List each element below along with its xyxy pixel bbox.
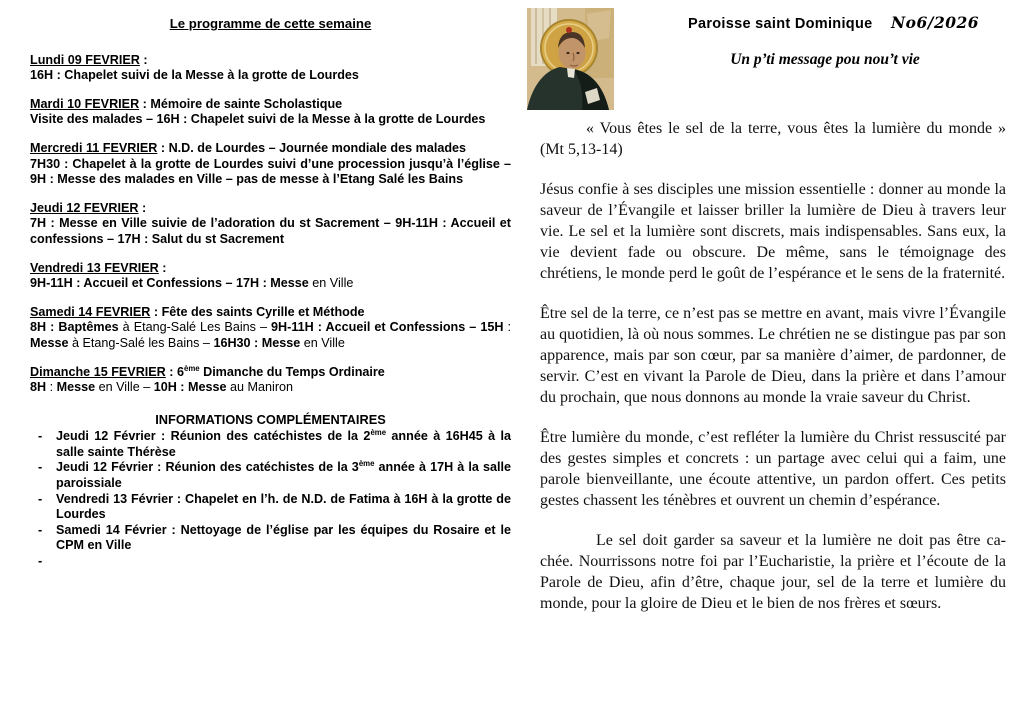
info-text [56, 554, 511, 570]
day-heading: Jeudi 12 FEVRIER : [30, 200, 147, 215]
day-heading: Dimanche 15 FEVRIER : 6ème Dimanche du Temps Ordinaire [30, 363, 385, 379]
info-text: Jeudi 12 Février : Réunion des catéchistes de la 3ème année à 17H à la salle paroissiale [56, 459, 511, 491]
body-paragraph: Être sel de la terre, ce n’est pas se mettre en avant, mais vivre l’Évangile au quotidien, là où nous sommes. Le chrétien ne se distingue pas par son apparence, mais par son cœur, par sa manière d’aimer, de pardonner, de servir. C’est en vivant la Parole de Dieu, dans la prière et dans l’amour du prochain, que nous donnons au monde la vraie saveur du Christ. [540, 305, 1006, 406]
info-item [30, 492, 511, 523]
body-paragraph: « Vous êtes le sel de la terre, vous êtes la lumière du monde » (Mt 5,13-14) [540, 120, 1006, 158]
day-block [30, 141, 511, 188]
info-title: INFORMATIONS COMPLÉMENTAIRES [155, 411, 386, 427]
day-block [30, 365, 511, 396]
day-schedule: 7H30 : Chapelet à la grotte de Lourdes suivi d’une procession jusqu’à l’église – 9H : Messe des malades en Ville – pas de messe à l’Etang Salé les Bains [30, 156, 511, 187]
body-paragraph: Le sel doit garder sa saveur et la lumière ne doit pas être cachée. Nourrissons notre foi par l’Eucharistie, la prière et l’écoute de la Parole de Dieu, afin d’être, chaque jour, sel de la terre et lumière du monde, pour la gloire de Dieu et le bien de nos frères et sœurs. [540, 532, 1006, 612]
bullet-dash: - [38, 429, 43, 444]
info-item [30, 523, 511, 554]
day-schedule: 7H : Messe en Ville suivie de l’adoration du st Sacrement – 9H-11H : Accueil et confessions – 17H : Salut du st Sacrement [30, 216, 511, 246]
day-heading: Vendredi 13 FEVRIER : [30, 260, 167, 275]
programme-title: Le programme de cette semaine [169, 16, 372, 31]
message-body [540, 118, 1006, 614]
info-text: Samedi 14 Février : Nettoyage de l’église par les équipes du Rosaire et le CPM en Ville [56, 522, 511, 553]
info-item [30, 460, 511, 491]
day-heading: Lundi 09 FEVRIER : [30, 52, 148, 67]
info-item [30, 429, 511, 460]
day-block [30, 201, 511, 248]
programme-column [30, 12, 511, 570]
bullet-dash: - [38, 522, 43, 537]
saint-dominic-artwork [527, 8, 614, 110]
bullet-dash: - [38, 491, 43, 506]
info-text: Vendredi 13 Février : Chapelet en l’h. de N.D. de Fatima à 16H à la grotte de Lourdes [56, 491, 511, 522]
parish-title: Paroisse saint Dominique [688, 16, 873, 32]
day-schedule: 8H : Messe en Ville – 10H : Messe au Maniron [30, 380, 294, 395]
saint-dominic-painting [527, 8, 614, 110]
day-block [30, 305, 511, 352]
day-schedule: 8H : Baptêmes à Etang-Salé Les Bains – 9H-11H : Accueil et Confessions – 15H : Messe à Etang-Salé les Bains – 16H30 : Messe en Ville [30, 320, 512, 350]
day-block [30, 53, 511, 84]
info-item [30, 554, 511, 570]
info-text: Jeudi 12 Février : Réunion des catéchistes de la 2ème année à 16H45 à la salle sainte Thérèse [56, 428, 511, 459]
day-heading: Mardi 10 FEVRIER : Mémoire de sainte Scholastique [30, 96, 343, 111]
day-schedule: Visite des malades – 16H : Chapelet suivi de la Messe à la grotte de Lourdes [30, 112, 486, 127]
newsletter-subtitle: Un p’ti message pou nou’t vie [730, 51, 920, 68]
day-block [30, 261, 511, 292]
day-schedule: 9H-11H : Accueil et Confessions – 17H : Messe en Ville [30, 276, 354, 291]
bullet-dash: - [38, 460, 43, 475]
body-paragraph: Être lumière du monde, c’est refléter la lumière du Christ ressuscité par des gestes simples et concrets : un partage avec celui qui a faim, une parole bienveillante, une écoute attentive, un pardon offert. Ces petits gestes chassent les ténèbres et ouvrent un chemin d’espérance. [540, 429, 1006, 509]
day-block [30, 97, 511, 128]
info-list [30, 429, 511, 569]
day-heading: Samedi 14 FEVRIER : Fête des saints Cyrille et Méthode [30, 304, 365, 319]
body-paragraph: Jésus confie à ses disciples une mission essentielle : donner au monde la saveur de l’Évangile et laisser briller la lumière de Dieu à travers leur vie. Le sel et la lumière sont discrets, mais indispensables. Sans eux, la vie devient fade ou obscure. De même, sans le témoignage des chrétiens, le monde perd le goût de l’espérance et le sens de la fraternité. [540, 181, 1006, 282]
day-list [30, 53, 511, 396]
day-schedule: 16H : Chapelet suivi de la Messe à la grotte de Lourdes [30, 68, 359, 83]
day-heading: Mercredi 11 FEVRIER : N.D. de Lourdes – Journée mondiale des malades [30, 140, 467, 155]
issue-number: No6/2026 [891, 13, 980, 32]
bullet-dash: - [38, 554, 43, 569]
